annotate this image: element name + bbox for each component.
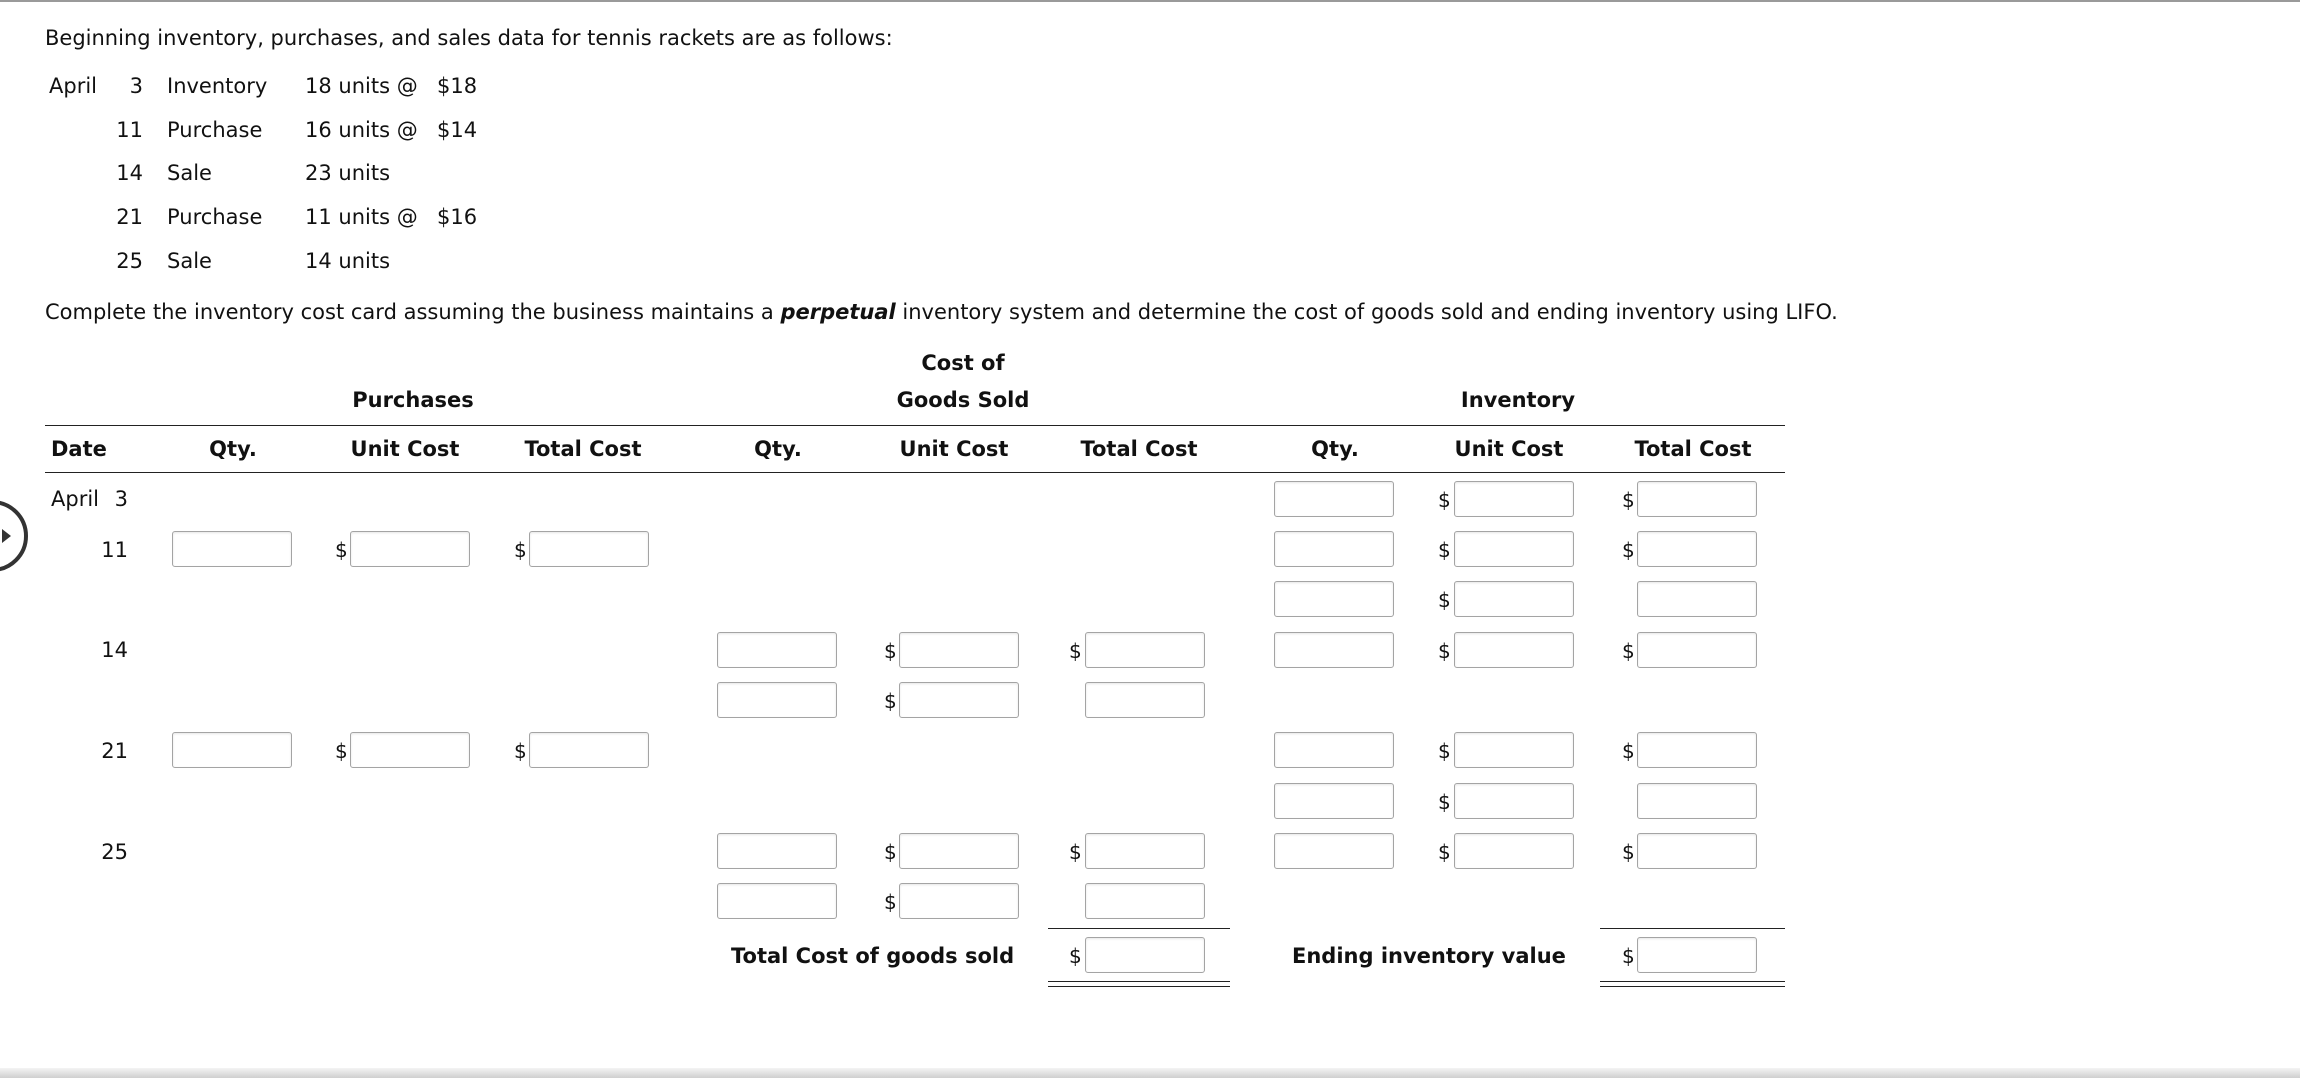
ending-inventory-input[interactable]: [1637, 937, 1757, 973]
cogs-unit-cost-input[interactable]: [899, 883, 1019, 919]
inventory-double-underline: [1600, 981, 1785, 987]
source-day: 11: [116, 118, 143, 142]
purchases-total-cost-input[interactable]: [529, 732, 649, 768]
date-day-3: 3: [114, 487, 128, 511]
source-day: 14: [116, 161, 143, 185]
dollar-sign: $: [884, 890, 897, 914]
inventory-total-cost-input[interactable]: [1637, 833, 1757, 869]
col-cogs-unit-cost: Unit Cost: [899, 437, 1009, 461]
source-day: 25: [116, 249, 143, 273]
instruction-after: inventory system and determine the cost of goods sold and ending inventory using LIFO.: [895, 300, 1838, 324]
col-cogs-total-cost: Total Cost: [1080, 437, 1198, 461]
source-units: 11 units @: [305, 205, 418, 229]
dollar-sign: $: [884, 689, 897, 713]
inventory-qty-input[interactable]: [1274, 481, 1394, 517]
dollar-sign: $: [514, 538, 527, 562]
circle-arrow-icon[interactable]: [0, 500, 28, 572]
purchases-qty-input[interactable]: [172, 732, 292, 768]
dollar-sign: $: [335, 538, 348, 562]
dollar-sign: $: [884, 639, 897, 663]
col-inventory-total-cost: Total Cost: [1634, 437, 1752, 461]
cogs-total-cost-input[interactable]: [1085, 883, 1205, 919]
cogs-header-line1: Cost of: [921, 351, 1005, 375]
cogs-sum-line: [1048, 928, 1230, 929]
dollar-sign: $: [884, 840, 897, 864]
inventory-qty-input[interactable]: [1274, 632, 1394, 668]
inventory-qty-input[interactable]: [1274, 783, 1394, 819]
inventory-total-cost-input[interactable]: [1637, 481, 1757, 517]
col-inventory-qty: Qty.: [1311, 437, 1359, 461]
source-type: Purchase: [167, 205, 263, 229]
date-day-14: 14: [101, 638, 128, 662]
dollar-sign: $: [1438, 840, 1451, 864]
purchases-unit-cost-input[interactable]: [350, 531, 470, 567]
cogs-qty-input[interactable]: [717, 632, 837, 668]
source-day: 3: [129, 74, 143, 98]
source-price: $14: [437, 118, 478, 142]
inventory-qty-input[interactable]: [1274, 732, 1394, 768]
date-day-25: 25: [101, 840, 128, 864]
dollar-sign: $: [1438, 639, 1451, 663]
dollar-sign: $: [514, 739, 527, 763]
source-units: 14 units: [305, 249, 391, 273]
header-top-rule: [45, 425, 1785, 426]
inventory-total-cost-input[interactable]: [1637, 581, 1757, 617]
inventory-qty-input[interactable]: [1274, 833, 1394, 869]
top-border: [0, 0, 2300, 2]
ending-inventory-label: Ending inventory value: [1292, 944, 1566, 968]
purchases-total-cost-input[interactable]: [529, 531, 649, 567]
inventory-total-cost-input[interactable]: [1637, 783, 1757, 819]
source-units: 18 units @: [305, 74, 418, 98]
purchases-unit-cost-input[interactable]: [350, 732, 470, 768]
dollar-sign: $: [1438, 588, 1451, 612]
dollar-sign: $: [1438, 739, 1451, 763]
inventory-total-cost-input[interactable]: [1637, 531, 1757, 567]
dollar-sign: $: [1622, 538, 1635, 562]
dollar-sign: $: [1622, 739, 1635, 763]
instruction-text: [45, 298, 1838, 326]
cogs-qty-input[interactable]: [717, 833, 837, 869]
col-purchases-total-cost: Total Cost: [524, 437, 642, 461]
inventory-unit-cost-input[interactable]: [1454, 632, 1574, 668]
source-units: 16 units @: [305, 118, 418, 142]
purchases-header: Purchases: [352, 388, 474, 412]
inventory-qty-input[interactable]: [1274, 531, 1394, 567]
inventory-header: Inventory: [1460, 388, 1576, 412]
source-type: Inventory: [167, 74, 268, 98]
source-price: $16: [437, 205, 478, 229]
instruction-emphasis: perpetual: [780, 300, 896, 324]
col-inventory-unit-cost: Unit Cost: [1454, 437, 1564, 461]
date-april: April: [51, 487, 99, 511]
source-type: Purchase: [167, 118, 263, 142]
dollar-sign: $: [1069, 944, 1082, 968]
dollar-sign: $: [1622, 944, 1635, 968]
col-date: Date: [51, 437, 107, 461]
cogs-qty-input[interactable]: [717, 682, 837, 718]
source-price: $18: [437, 74, 478, 98]
date-day-21: 21: [101, 739, 128, 763]
inventory-total-cost-input[interactable]: [1637, 732, 1757, 768]
col-purchases-qty: Qty.: [209, 437, 257, 461]
dollar-sign: $: [1438, 538, 1451, 562]
cogs-header-line2: Goods Sold: [896, 388, 1030, 412]
dollar-sign: $: [1069, 639, 1082, 663]
header-bottom-rule: [45, 472, 1785, 473]
inventory-unit-cost-input[interactable]: [1454, 783, 1574, 819]
dollar-sign: $: [1622, 840, 1635, 864]
inventory-qty-input[interactable]: [1274, 581, 1394, 617]
col-cogs-qty: Qty.: [754, 437, 802, 461]
date-day-11: 11: [101, 538, 128, 562]
inventory-unit-cost-input[interactable]: [1454, 581, 1574, 617]
inventory-sum-line: [1600, 928, 1785, 929]
total-cogs-input[interactable]: [1085, 937, 1205, 973]
cogs-unit-cost-input[interactable]: [899, 833, 1019, 869]
dollar-sign: $: [1438, 790, 1451, 814]
inventory-unit-cost-input[interactable]: [1454, 833, 1574, 869]
dollar-sign: $: [1622, 639, 1635, 663]
cogs-double-underline: [1048, 981, 1230, 987]
purchases-qty-input[interactable]: [172, 531, 292, 567]
dollar-sign: $: [1622, 488, 1635, 512]
cogs-total-cost-input[interactable]: [1085, 833, 1205, 869]
total-cogs-label: Total Cost of goods sold: [731, 944, 1015, 968]
source-units: 23 units: [305, 161, 391, 185]
inventory-total-cost-input[interactable]: [1637, 632, 1757, 668]
source-month: April: [49, 74, 97, 98]
cogs-total-cost-input[interactable]: [1085, 682, 1205, 718]
col-purchases-unit-cost: Unit Cost: [350, 437, 460, 461]
inventory-unit-cost-input[interactable]: [1454, 732, 1574, 768]
dollar-sign: $: [1438, 488, 1451, 512]
cogs-unit-cost-input[interactable]: [899, 682, 1019, 718]
cogs-total-cost-input[interactable]: [1085, 632, 1205, 668]
instruction-before: Complete the inventory cost card assuming the business maintains a: [45, 300, 781, 324]
cogs-unit-cost-input[interactable]: [899, 632, 1019, 668]
dollar-sign: $: [335, 739, 348, 763]
inventory-unit-cost-input[interactable]: [1454, 481, 1574, 517]
cogs-qty-input[interactable]: [717, 883, 837, 919]
source-type: Sale: [167, 161, 212, 185]
intro-text: Beginning inventory, purchases, and sales data for tennis rackets are as follows:: [45, 26, 893, 50]
source-type: Sale: [167, 249, 212, 273]
source-day: 21: [116, 205, 143, 229]
dollar-sign: $: [1069, 840, 1082, 864]
inventory-unit-cost-input[interactable]: [1454, 531, 1574, 567]
bottom-border: [0, 1068, 2300, 1078]
